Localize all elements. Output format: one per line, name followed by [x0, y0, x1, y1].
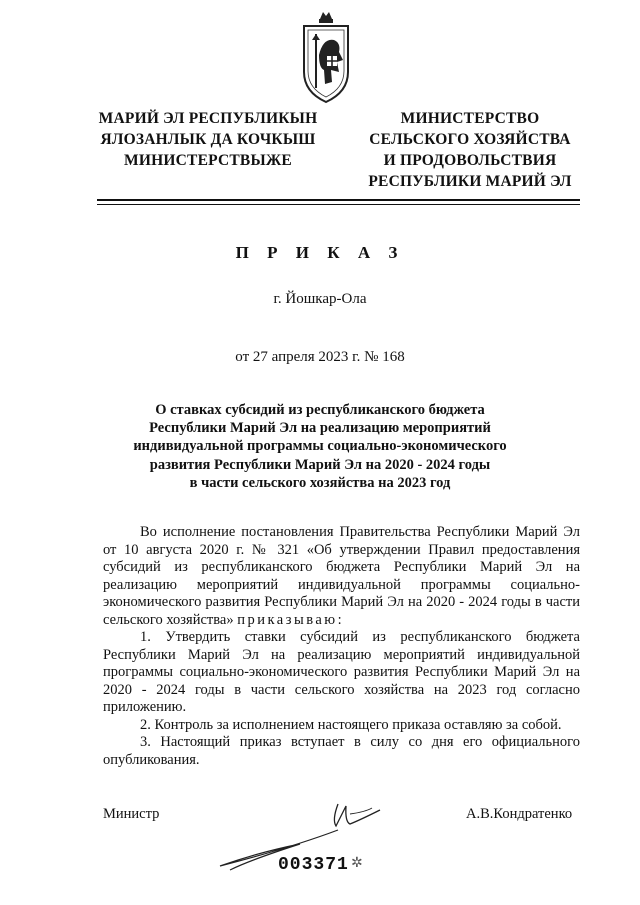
header-left-line: МИНИСТЕРСТВЫЖЕ [124, 152, 292, 169]
header-left-block [92, 108, 324, 171]
order-word: приказываю: [237, 611, 345, 628]
subject-line: О ставках субсидий из республиканского бюджета [155, 402, 485, 418]
subject-line: индивидуальной программы социально-экономического [133, 438, 507, 455]
body-preamble [103, 524, 580, 629]
header-divider-thin [97, 204, 580, 205]
document-title: П Р И К А З [235, 243, 405, 262]
header-right-line: МИНИСТЕРСТВО [400, 110, 540, 127]
registration-number: 003371 [278, 855, 349, 875]
header-left-line: ЯЛОЗАНЛЫК ДА КОЧКЫШ [100, 131, 316, 148]
body-item-3: 3. Настоящий приказ вступает в силу со дня его официального опубликования. [103, 734, 580, 768]
header-left-line: МАРИЙ ЭЛ РЕСПУБЛИКЫН [98, 110, 318, 127]
body-item-1: 1. Утвердить ставки субсидий из республиканского бюджета Республики Марий Эл на реализацию мероприятий индивидуальной программы социально-экономического развития Республики Марий Эл на 2020 - 2024 годы в части сельского хозяйства на 2023 год согласно приложению. [103, 629, 580, 715]
signatory-name: А.В.Кондратенко [466, 806, 573, 822]
header-right-line: СЕЛЬСКОГО ХОЗЯЙСТВА [369, 131, 571, 148]
document-subject [110, 401, 530, 492]
subject-line: Республики Марий Эл на реализацию мероприятий [149, 420, 491, 437]
registration-mark-icon: ✲ [351, 856, 363, 871]
coat-of-arms-emblem [301, 10, 351, 104]
subject-line: в части сельского хозяйства на 2023 год [189, 474, 451, 491]
header-divider-thick [97, 199, 580, 201]
body-item-2: 2. Контроль за исполнением настоящего приказа оставляю за собой. [140, 716, 562, 733]
document-city: г. Йошкар-Ола [273, 291, 367, 307]
header-right-block [355, 108, 585, 192]
document-body [103, 524, 580, 769]
signatory-position: Министр [103, 806, 160, 822]
preamble-text: Во исполнение постановления Правительства Республики Марий Эл от 10 августа 2020 г. № 321 «Об утверждении Правил предоставления субсидий из республиканского бюджета Республики Марий Эл на реализацию мероприятий индивидуальной программы социально-экономического развития Республики Марий Эл на 2020 - 2024 годы в части сельского хозяйства» [103, 524, 580, 628]
subject-line: развития Республики Марий Эл на 2020 - 2024 годы [149, 456, 491, 473]
header-right-line: РЕСПУБЛИКИ МАРИЙ ЭЛ [368, 173, 572, 190]
header-right-line: И ПРОДОВОЛЬСТВИЯ [383, 152, 557, 169]
document-date-number: от 27 апреля 2023 г. № 168 [235, 349, 405, 365]
